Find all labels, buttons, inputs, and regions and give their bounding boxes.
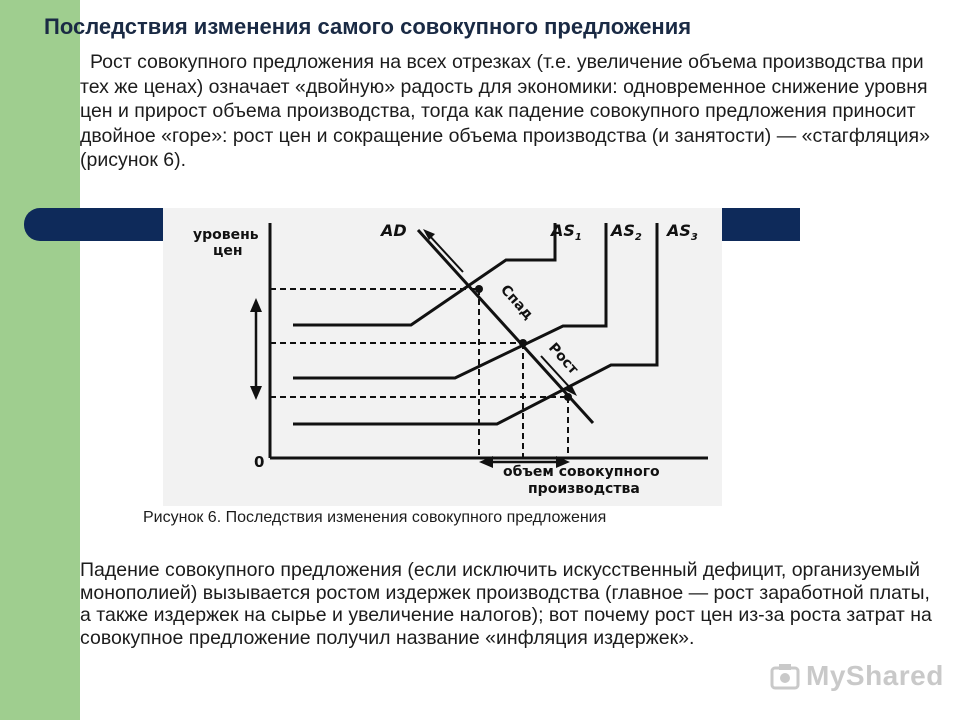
x-axis-label-line1: объем совокупного: [503, 464, 660, 480]
as3-label-text: AS: [667, 221, 691, 240]
decline-label: Спад: [497, 281, 537, 323]
equilibrium-point-1: [475, 285, 483, 293]
as2-label-sub: 2: [634, 232, 642, 243]
as1-label-text: AS: [551, 221, 575, 240]
y-axis-label-line2: цен: [213, 243, 243, 259]
intro-paragraph: Рост совокупного предложения на всех отрезках (т.е. увеличение объема производства при тех же ценах) означает «двойную» радость для экономики: одновременное снижение уровня цен и прирост объема производства, тогда как падение совокупного предложения приносит двойное «горе»: рост цен и сокращение объема производства (и занятости) — «стагфляция» (рисунок 6).: [80, 51, 930, 171]
as1-label-sub: 1: [574, 232, 582, 243]
as1-label: [549, 221, 582, 243]
equilibrium-point-2: [519, 339, 527, 347]
cost-inflation-paragraph: Падение совокупного предложения (если исключить искусственный дефицит, организуемый монополией) вызывается ростом издержек производства (главное — рост заработной платы, а также издержек на сырье и увеличение налогов); вот почему рост цен из-за роста затрат на совокупное предложение получил название «инфляция издержек».: [80, 559, 932, 649]
as2-label: [609, 221, 642, 243]
watermark: [770, 660, 944, 696]
equilibrium-point-3: [564, 393, 572, 401]
decorative-bar-right: [722, 208, 800, 241]
watermark-text: MyShared: [806, 660, 944, 691]
decorative-bar-left: [24, 208, 164, 241]
watermark-logo-icon: [770, 662, 800, 692]
growth-label: Рост: [545, 339, 582, 378]
y-axis-label-line1: уровень: [193, 227, 259, 243]
x-axis-label-line2: производства: [528, 481, 640, 497]
left-accent-band: [0, 0, 80, 720]
as2-label-text: AS: [611, 221, 635, 240]
supply-shift-diagram: [163, 208, 722, 506]
as3-label: [665, 221, 698, 243]
origin-label: 0: [254, 453, 265, 471]
as3-label-sub: 3: [690, 232, 698, 243]
ad-label: AD: [381, 221, 407, 240]
decline-arrow: [423, 229, 463, 272]
price-change-arrow: [250, 298, 262, 400]
slide-title: Последствия изменения самого совокупного предложения: [44, 14, 692, 39]
figure-caption: Рисунок 6. Последствия изменения совокупного предложения: [143, 509, 607, 526]
